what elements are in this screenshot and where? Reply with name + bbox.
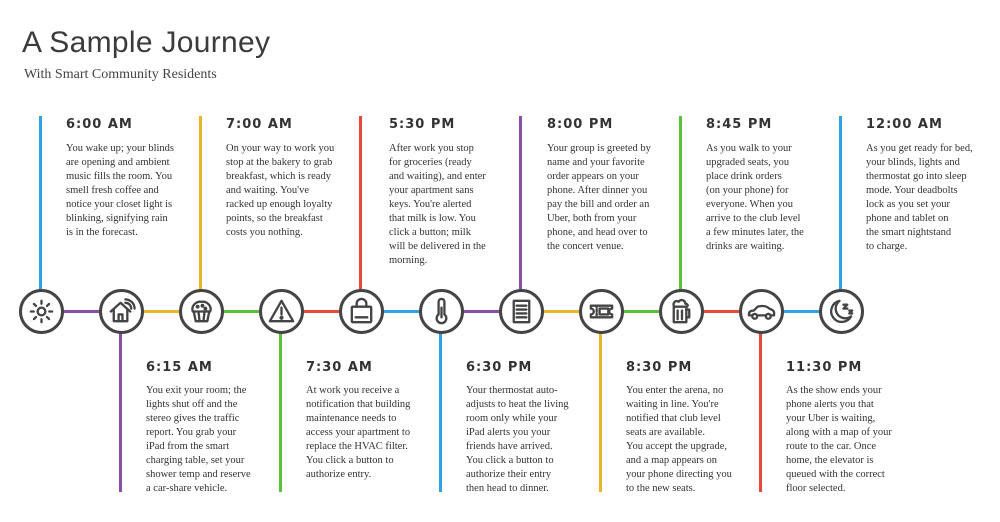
- timeline-node-8-45-pm: [659, 289, 704, 334]
- connector-line-8-30-pm: [599, 328, 602, 492]
- car-icon: [746, 296, 777, 327]
- ticket-icon: [586, 296, 617, 327]
- time-label-11-30-pm: 11:30 PM: [786, 360, 863, 375]
- time-label-6-15-am: 6:15 AM: [146, 360, 213, 375]
- description-11-30-pm: As the show ends your phone alerts you that your Uber is waiting, along with a map of your route to the car. Once home, the elevator is queued with the correct floor selected.: [786, 385, 892, 494]
- timeline-segment: [222, 310, 261, 313]
- description-6-30-pm: Your thermostat auto- adjusts to heat the living room only while your iPad alerts you your friends have arrived. You click a button to authorize their entry then head to dinner.: [466, 385, 569, 494]
- connector-line-7-30-am: [279, 328, 282, 492]
- beer-mug-icon: [666, 296, 697, 327]
- description-8-00-pm: Your group is greeted by name and your favorite order appears on your phone. After dinner you pay the bill and order an Uber, both from your phone, and head over to the concert venue.: [547, 143, 651, 252]
- timeline-node-11-30-pm: [739, 289, 784, 334]
- timeline-node-6-30-pm: [419, 289, 464, 334]
- timeline-segment: [622, 310, 661, 313]
- time-label-12-00-am: 12:00 AM: [866, 117, 943, 132]
- timeline-node-7-00-am: [179, 289, 224, 334]
- timeline-node-8-30-pm: [579, 289, 624, 334]
- shopping-bag-icon: [346, 296, 377, 327]
- timeline-segment: [782, 310, 821, 313]
- time-label-8-30-pm: 8:30 PM: [626, 360, 693, 375]
- thermometer-icon: [426, 296, 457, 327]
- timeline-node-5-30-pm: [339, 289, 384, 334]
- time-label-6-00-am: 6:00 AM: [66, 117, 133, 132]
- connector-line-6-30-pm: [439, 328, 442, 492]
- description-12-00-am: As you get ready for bed, your blinds, lights and thermostat go into sleep mode. Your deadbolts lock as you set your phone and tablet on the smart nightstand to charge.: [866, 143, 973, 252]
- timeline-segment: [382, 310, 421, 313]
- page-subtitle: With Smart Community Residents: [24, 67, 217, 82]
- connector-line-11-30-pm: [759, 328, 762, 492]
- sun-icon: [26, 296, 57, 327]
- connector-line-12-00-am: [839, 116, 842, 290]
- page-title: A Sample Journey: [22, 26, 271, 59]
- connector-line-8-00-pm: [519, 116, 522, 290]
- connector-line-6-00-am: [39, 116, 42, 290]
- timeline-node-7-30-am: [259, 289, 304, 334]
- description-6-00-am: You wake up; your blinds are opening and ambient music fills the room. You smell fresh coffee and notice your closet light is blinking, signifying rain is in the forecast.: [66, 143, 175, 238]
- time-label-8-00-pm: 8:00 PM: [547, 117, 614, 132]
- description-8-45-pm: As you walk to your upgraded seats, you place drink orders (on your phone) for everyone. When you arrive to the club level a few minutes later, the drinks are waiting.: [706, 143, 804, 252]
- timeline-segment: [462, 310, 501, 313]
- connector-line-5-30-pm: [359, 116, 362, 290]
- time-label-7-30-am: 7:30 AM: [306, 360, 373, 375]
- moon-sleep-icon: [826, 296, 857, 327]
- smart-home-icon: [106, 296, 137, 327]
- time-label-8-45-pm: 8:45 PM: [706, 117, 773, 132]
- timeline-segment: [62, 310, 101, 313]
- timeline-segment: [702, 310, 741, 313]
- description-7-30-am: At work you receive a notification that building maintenance needs to access your apartment to replace the HVAC filter. You click a button to authorize entry.: [306, 385, 411, 480]
- time-label-7-00-am: 7:00 AM: [226, 117, 293, 132]
- timeline-segment: [302, 310, 341, 313]
- time-label-5-30-pm: 5:30 PM: [389, 117, 456, 132]
- muffin-icon: [186, 296, 217, 327]
- description-7-00-am: On your way to work you stop at the bakery to grab breakfast, which is ready and waiting. You've racked up enough loyalty points, so the breakfast costs you nothing.: [226, 143, 335, 238]
- timeline-node-6-15-am: [99, 289, 144, 334]
- time-label-6-30-pm: 6:30 PM: [466, 360, 533, 375]
- description-8-30-pm: You enter the arena, no waiting in line. You're notified that club level seats are available. You accept the upgrade, and a map appears on your phone directing you to the new seats.: [626, 385, 732, 494]
- timeline-node-12-00-am: [819, 289, 864, 334]
- timeline-segment: [542, 310, 581, 313]
- warning-icon: [266, 296, 297, 327]
- timeline-segment: [142, 310, 181, 313]
- receipt-icon: [506, 296, 537, 327]
- timeline-node-8-00-pm: [499, 289, 544, 334]
- connector-line-6-15-am: [119, 328, 122, 492]
- connector-line-7-00-am: [199, 116, 202, 290]
- description-6-15-am: You exit your room; the lights shut off and the stereo gives the traffic report. You grab your iPad from the smart charging table, set your shower temp and reserve a car-share vehicle.: [146, 385, 251, 494]
- description-5-30-pm: After work you stop for groceries (ready and waiting), and enter your apartment sans keys. You're alerted that milk is low. You click a button; milk will be delivered in the morning.: [389, 143, 486, 266]
- connector-line-8-45-pm: [679, 116, 682, 290]
- timeline-node-6-00-am: [19, 289, 64, 334]
